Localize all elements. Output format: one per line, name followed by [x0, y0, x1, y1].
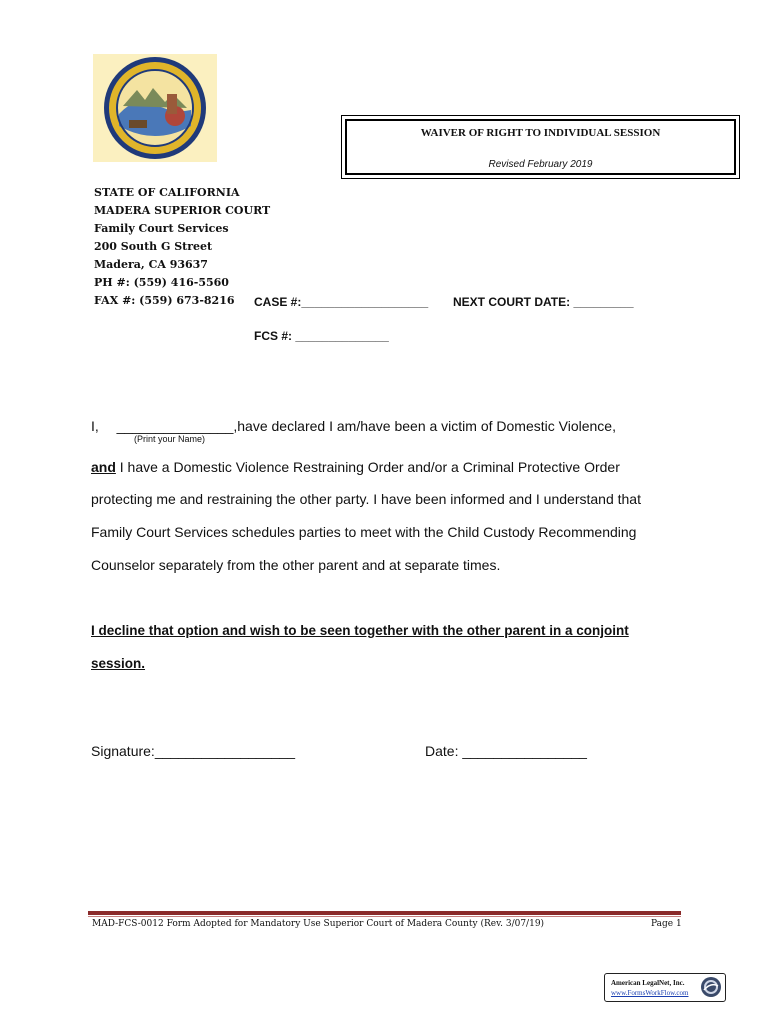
globe-icon	[700, 976, 722, 998]
form-title-box	[341, 115, 740, 179]
footer-form-text: MAD-FCS-0012 Form Adopted for Mandatory Use Superior Court of Madera County (Rev. 3/07/19)	[92, 919, 545, 929]
seal-graphic	[93, 54, 217, 162]
signature-row	[91, 743, 295, 759]
declaration-suffix: ,have declared I am/have been a victim of Domestic Violence,	[233, 418, 616, 434]
print-name-blank[interactable]: _______________	[116, 418, 234, 434]
footer-rule-thin	[88, 916, 681, 917]
title-inner-border	[345, 119, 736, 175]
court-address-block	[94, 184, 270, 310]
signature-blank[interactable]: __________________	[154, 743, 295, 759]
fax-number: FAX #: (559) 673-8216	[94, 294, 235, 307]
city-state-zip: Madera, CA 93637	[94, 258, 208, 271]
revised-date: Revised February 2019	[488, 159, 593, 170]
declaration-line-1	[91, 459, 620, 475]
california-seal	[93, 54, 217, 162]
publisher-logo[interactable]	[604, 973, 726, 1002]
declaration-line-1-rest: I have a Domestic Violence Restraining Order and/or a Criminal Protective Order	[115, 459, 620, 475]
declaration-line-4: Counselor separately from the other parent and at separate times.	[91, 557, 501, 573]
court-name: MADERA SUPERIOR COURT	[94, 204, 271, 217]
case-number-field[interactable]: CASE #:___________________	[254, 295, 429, 309]
phone-number: PH #: (559) 416-5560	[94, 276, 229, 289]
print-name-hint: (Print your Name)	[134, 434, 206, 444]
form-title: WAIVER OF RIGHT TO INDIVIDUAL SESSION	[420, 127, 661, 139]
department-name: Family Court Services	[94, 222, 229, 235]
signature-label: Signature:	[91, 743, 155, 759]
footer-rule	[88, 911, 681, 915]
page-number: Page 1	[651, 919, 682, 929]
fcs-number-field[interactable]: FCS #: ______________	[254, 329, 389, 343]
street-address: 200 South G Street	[94, 240, 213, 253]
date-label: Date:	[425, 743, 459, 759]
and-word: and	[91, 459, 116, 475]
declaration-prefix: I,	[91, 418, 99, 434]
declaration-line-2: protecting me and restraining the other party. I have been informed and I understand that	[91, 491, 641, 507]
date-blank[interactable]: ________________	[462, 743, 587, 759]
declaration-line-3: Family Court Services schedules parties to meet with the Child Custody Recommending	[91, 524, 637, 540]
state-line: STATE OF CALIFORNIA	[94, 186, 240, 199]
publisher-name: American LegalNet, Inc.	[611, 979, 685, 987]
decline-line-1: I decline that option and wish to be seen together with the other parent in a conjoint	[91, 623, 629, 638]
decline-line-2: session.	[91, 656, 146, 671]
declaration-line	[91, 418, 616, 434]
publisher-url[interactable]: www.FormsWorkFlow.com	[611, 989, 689, 997]
date-row	[425, 743, 587, 759]
next-court-date-field[interactable]: NEXT COURT DATE: _________	[453, 295, 634, 309]
